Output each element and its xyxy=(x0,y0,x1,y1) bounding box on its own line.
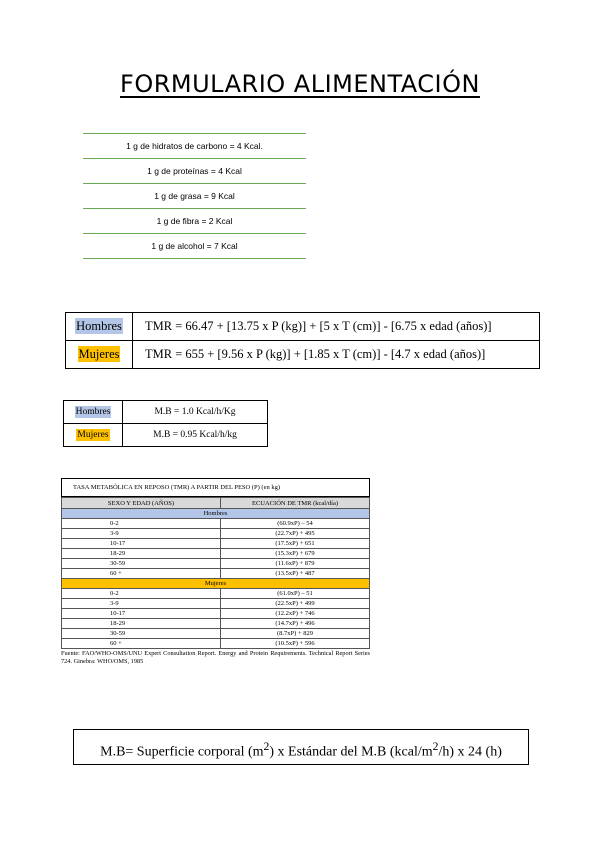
tmr-men-row xyxy=(66,313,540,341)
tmr-men-label-cell xyxy=(66,313,133,341)
column-header-equation: ECUACIÓN DE TMR (kcal/día) xyxy=(221,498,370,509)
men-group-row xyxy=(62,509,370,519)
basal-metabolism-formula xyxy=(73,729,529,765)
table-row xyxy=(62,519,370,529)
mb-men-label-cell xyxy=(64,401,123,424)
age-cell: 18-29 xyxy=(62,619,221,629)
formula-superscript: 2 xyxy=(263,740,270,753)
table-row xyxy=(62,619,370,629)
equation-cell: (8.7xP) + 829 xyxy=(221,629,370,639)
equation-cell: (10.5xP) + 596 xyxy=(221,639,370,649)
age-cell: 10-17 xyxy=(62,539,221,549)
table-caption: TASA METABÓLICA EN REPOSO (TMR) A PARTIR DEL PESO (P) (en kg) xyxy=(61,478,370,497)
formula-part: M.B= Superficie corporal (m xyxy=(100,744,264,760)
tmr-by-weight-table xyxy=(61,478,370,666)
table-header-row xyxy=(62,498,370,509)
age-cell: 60 + xyxy=(62,639,221,649)
age-cell: 60 + xyxy=(62,569,221,579)
tmr-women-label: Mujeres xyxy=(78,347,120,361)
conversion-row: 1 g de proteínas = 4 Kcal xyxy=(83,159,306,184)
equation-cell: (12.2xP) + 746 xyxy=(221,609,370,619)
age-cell: 0-2 xyxy=(62,519,221,529)
mb-women-label-cell xyxy=(64,424,123,447)
equation-cell: (14.7xP) + 496 xyxy=(221,619,370,629)
tmr-men-label: Hombres xyxy=(76,319,122,333)
mb-men-row xyxy=(64,401,268,424)
page-title: FORMULARIO ALIMENTACIÓN xyxy=(120,70,480,98)
age-cell: 0-2 xyxy=(62,589,221,599)
formula-part: /h) x 24 (h) xyxy=(438,744,502,760)
table-row xyxy=(62,539,370,549)
women-group-row xyxy=(62,579,370,589)
age-cell: 3-9 xyxy=(62,599,221,609)
tmr-women-formula: TMR = 655 + [9.56 x P (kg)] + [1.85 x T (cm)] - [4.7 x edad (años)] xyxy=(133,341,540,369)
formula-part: ) x Estándar del M.B (kcal/m xyxy=(269,744,433,760)
age-cell: 10-17 xyxy=(62,609,221,619)
mb-women-row xyxy=(64,424,268,447)
tmr-men-formula: TMR = 66.47 + [13.75 x P (kg)] + [5 x T (cm)] - [6.75 x edad (años)] xyxy=(133,313,540,341)
table-row xyxy=(62,529,370,539)
equation-cell: (22.5xP) + 499 xyxy=(221,599,370,609)
conversion-row: 1 g de fibra = 2 Kcal xyxy=(83,209,306,234)
equation-cell: (22.7xP) + 495 xyxy=(221,529,370,539)
tmr-women-row xyxy=(66,341,540,369)
tmr-women-label-cell xyxy=(66,341,133,369)
table-footnote: Fuente: FAO/WHO-OMS/UNU Expert Consultation Report. Energy and Protein Requirements. Technical Report Series 724. Ginebra: WHO/OMS, 1985 xyxy=(61,650,370,665)
conversion-row: 1 g de alcohol = 7 Kcal xyxy=(83,234,306,259)
equation-cell: (60.9xP) – 54 xyxy=(221,519,370,529)
equation-cell: (17.5xP) + 651 xyxy=(221,539,370,549)
formula-superscript: 2 xyxy=(432,740,439,753)
column-header-age: SEXO Y EDAD (AÑOS) xyxy=(62,498,221,509)
women-group-header: Mujeres xyxy=(62,579,370,589)
age-cell: 3-9 xyxy=(62,529,221,539)
mb-men-label: Hombres xyxy=(75,407,111,417)
mb-table xyxy=(63,400,268,447)
table-row xyxy=(62,629,370,639)
conversion-table xyxy=(83,133,306,259)
equation-cell: (61.0xP) – 51 xyxy=(221,589,370,599)
mb-women-value: M.B = 0.95 Kcal/h/kg xyxy=(123,424,268,447)
conversion-row: 1 g de grasa = 9 Kcal xyxy=(83,184,306,209)
table-row xyxy=(62,559,370,569)
table-row xyxy=(62,639,370,649)
table-row xyxy=(62,549,370,559)
men-group-header: Hombres xyxy=(62,509,370,519)
equation-cell: (11.6xP) + 879 xyxy=(221,559,370,569)
table-row xyxy=(62,599,370,609)
tmr-formula-table xyxy=(65,312,540,369)
tmr-equation-grid xyxy=(61,497,370,649)
conversion-row: 1 g de hidratos de carbono = 4 Kcal. xyxy=(83,134,306,159)
age-cell: 30-59 xyxy=(62,629,221,639)
equation-cell: (15.3xP) + 679 xyxy=(221,549,370,559)
table-row xyxy=(62,569,370,579)
equation-cell: (13.5xP) + 487 xyxy=(221,569,370,579)
table-row xyxy=(62,589,370,599)
table-row xyxy=(62,609,370,619)
mb-men-value: M.B = 1.0 Kcal/h/Kg xyxy=(123,401,268,424)
mb-women-label: Mujeres xyxy=(77,430,109,440)
age-cell: 30-59 xyxy=(62,559,221,569)
age-cell: 18-29 xyxy=(62,549,221,559)
